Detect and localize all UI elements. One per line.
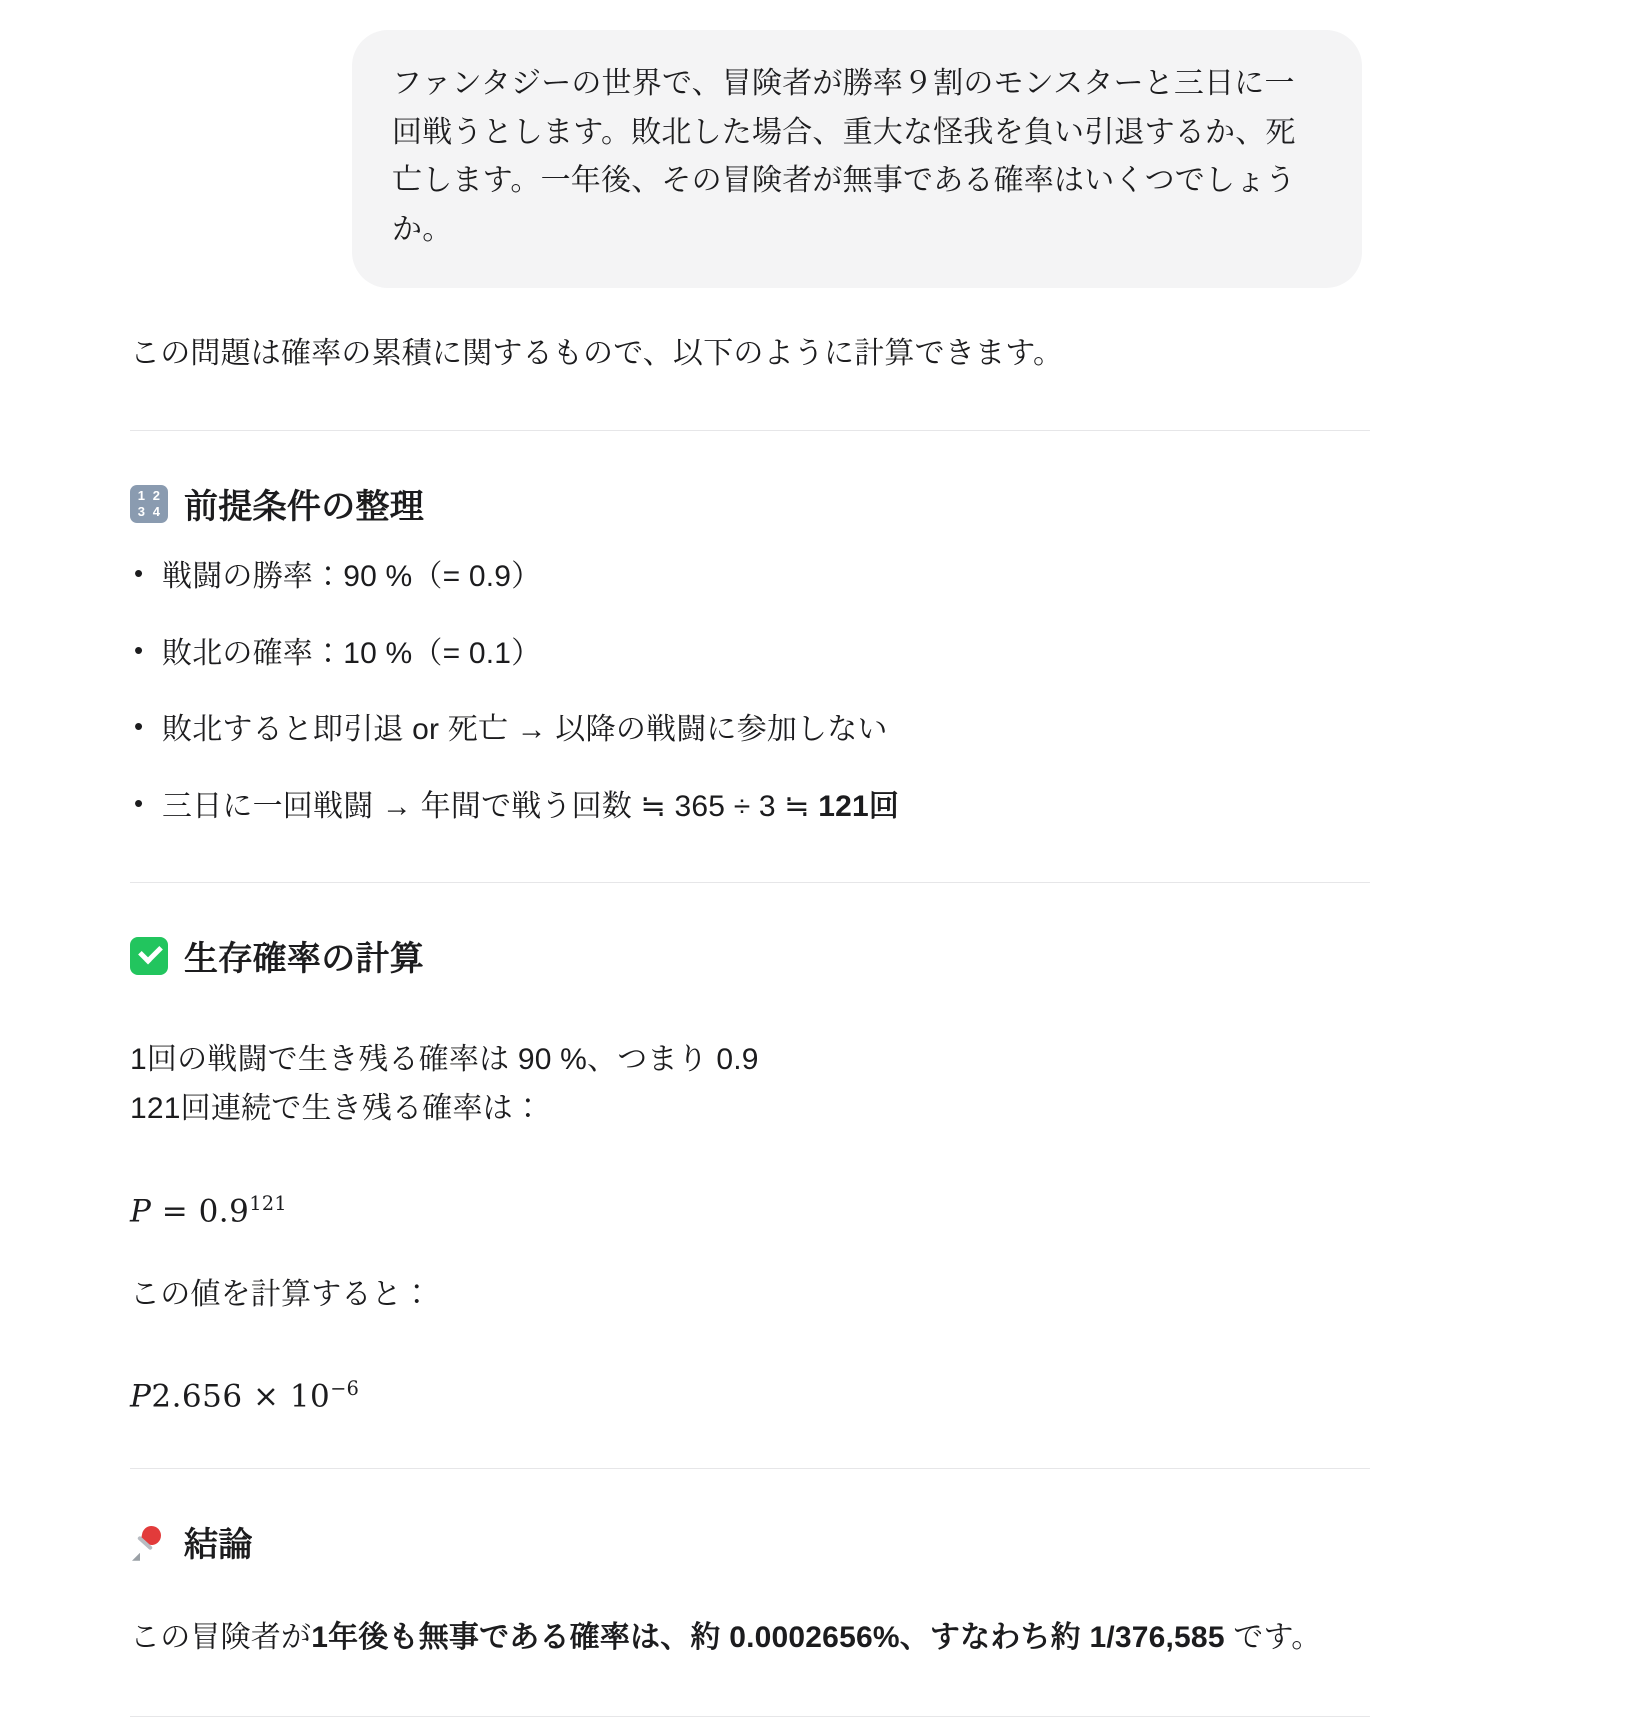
formula-base: 0.9 [198, 1192, 250, 1229]
list-item: • 戦闘の勝率：90 %（= 0.9） [130, 554, 1370, 601]
survival-line-1: 1回の戦闘で生き残る確率は 90 %、つまり 0.9 [130, 1043, 759, 1077]
formula-exponent: 121 [249, 1191, 287, 1215]
intro-paragraph: この問題は確率の累積に関するもので、以下のように計算できます。 [130, 337, 1064, 371]
survival-line-2: 121回連続で生き残る確率は： [130, 1091, 544, 1125]
section-divider-3 [130, 1468, 1370, 1469]
input-numbers-icon [130, 485, 168, 523]
digit-3: 3 [137, 504, 146, 520]
section-heading-conclusion [130, 1517, 1370, 1566]
section-heading-survival [130, 931, 1370, 980]
assistant-message [0, 330, 1640, 1717]
list-item-text: 三日に一回戦闘 → 年間で戦う回数 ≒ 365 ÷ 3 ≒ [162, 789, 819, 823]
formula-lhs: P [130, 1378, 152, 1415]
formula-survival-result [130, 1377, 1370, 1414]
formula-base: 10 [289, 1378, 331, 1415]
digit-1: 1 [137, 488, 146, 504]
conclusion-emphasis: 1年後も無事である確率は、約 0.0002656%、すなわち約 1/376,585 [311, 1621, 1225, 1655]
list-item: • 敗北の確率：10 %（= 0.1） [130, 631, 1370, 678]
list-item [130, 784, 1370, 831]
user-message-bubble: ファンタジーの世界で、冒険者が勝率９割のモンスターと三日に一回戦うとします。敗北した場合、重大な怪我を負い引退するか、死亡します。一年後、その冒険者が無事である確率はいくつでしょうか。 [352, 30, 1362, 288]
section-title-text: 結論 [184, 1526, 253, 1565]
digit-4: 4 [152, 504, 161, 520]
formula-exponent: −6 [330, 1376, 360, 1400]
conclusion-text-start: この冒険者が [130, 1621, 312, 1655]
conclusion-paragraph [130, 1614, 1370, 1662]
user-message-row [0, 30, 1640, 288]
formula-equals: = [161, 1192, 189, 1229]
formula-survival-power [130, 1192, 1370, 1229]
section-divider-1 [130, 430, 1370, 431]
section-divider-4 [130, 1716, 1370, 1717]
formula-lhs: P [130, 1192, 152, 1229]
survival-explanation [130, 1036, 1370, 1133]
section-heading-premises [130, 479, 1370, 528]
conclusion-text-end: です。 [1224, 1621, 1322, 1655]
formula-times: × [252, 1378, 280, 1415]
digit-2: 2 [152, 488, 161, 504]
mid-paragraph: この値を計算すると： [130, 1277, 432, 1311]
list-item-emphasis: 121回 [818, 789, 900, 823]
section-title-text: 生存確率の計算 [184, 940, 425, 979]
formula-value: 2.656 [151, 1378, 243, 1415]
pushpin-icon [130, 1523, 168, 1561]
check-mark-button-icon [130, 937, 168, 975]
section-title-text: 前提条件の整理 [184, 488, 425, 527]
section-divider-2 [130, 882, 1370, 883]
premises-bullet-list [130, 554, 1370, 830]
list-item: • 敗北すると即引退 or 死亡 → 以降の戦闘に参加しない [130, 707, 1370, 754]
